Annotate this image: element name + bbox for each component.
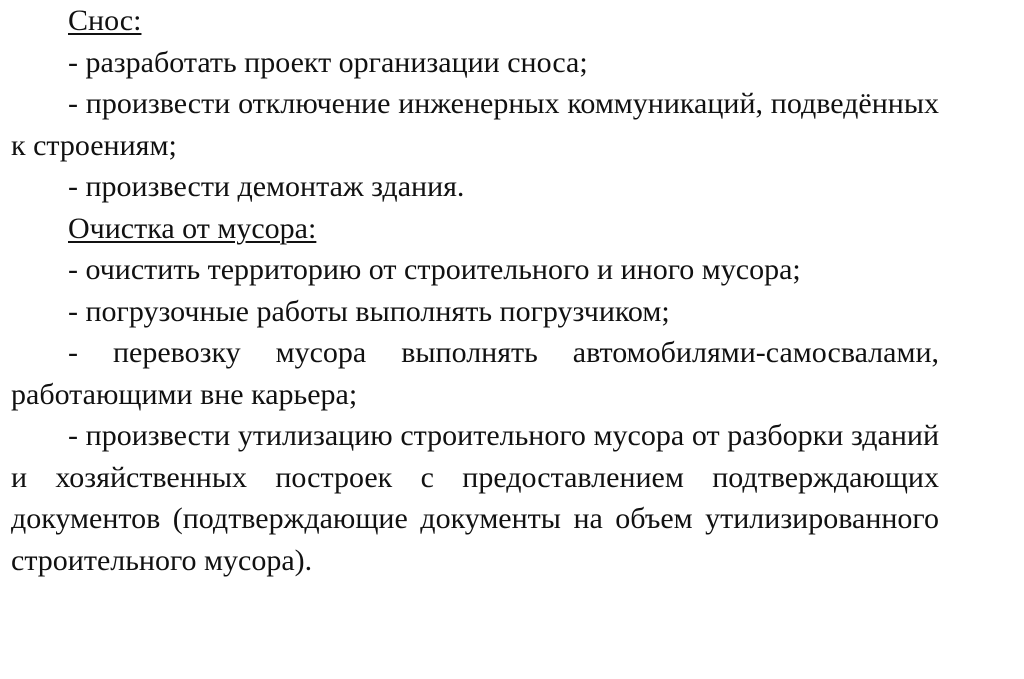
section-heading-cleanup: Очистка от мусора: (68, 211, 317, 245)
list-item: - произвести отключение инженерных коммуникаций, подведённых к строениям; (11, 87, 939, 162)
document-page (11, 0, 939, 581)
list-item: - перевозку мусора выполнять автомобилями-самосвалами, работающими вне карьера; (11, 336, 939, 411)
list-item: - очистить территорию от строительного и иного мусора; (68, 253, 801, 286)
list-item: - погрузочные работы выполнять погрузчиком; (68, 294, 670, 328)
list-item: - разработать проект организации сноса; (68, 45, 588, 79)
section-cleanup (11, 208, 939, 582)
section-demolition (11, 0, 939, 208)
section-heading-demolition: Снос: (68, 4, 142, 37)
list-item: - произвести демонтаж здания. (68, 170, 465, 203)
list-item: - произвести утилизацию строительного мусора от разборки зданий и хозяйственных построек с предоставлением подтверждающих документов (подтверждающие документы на объем утилизированного строительного мусора). (11, 419, 939, 577)
